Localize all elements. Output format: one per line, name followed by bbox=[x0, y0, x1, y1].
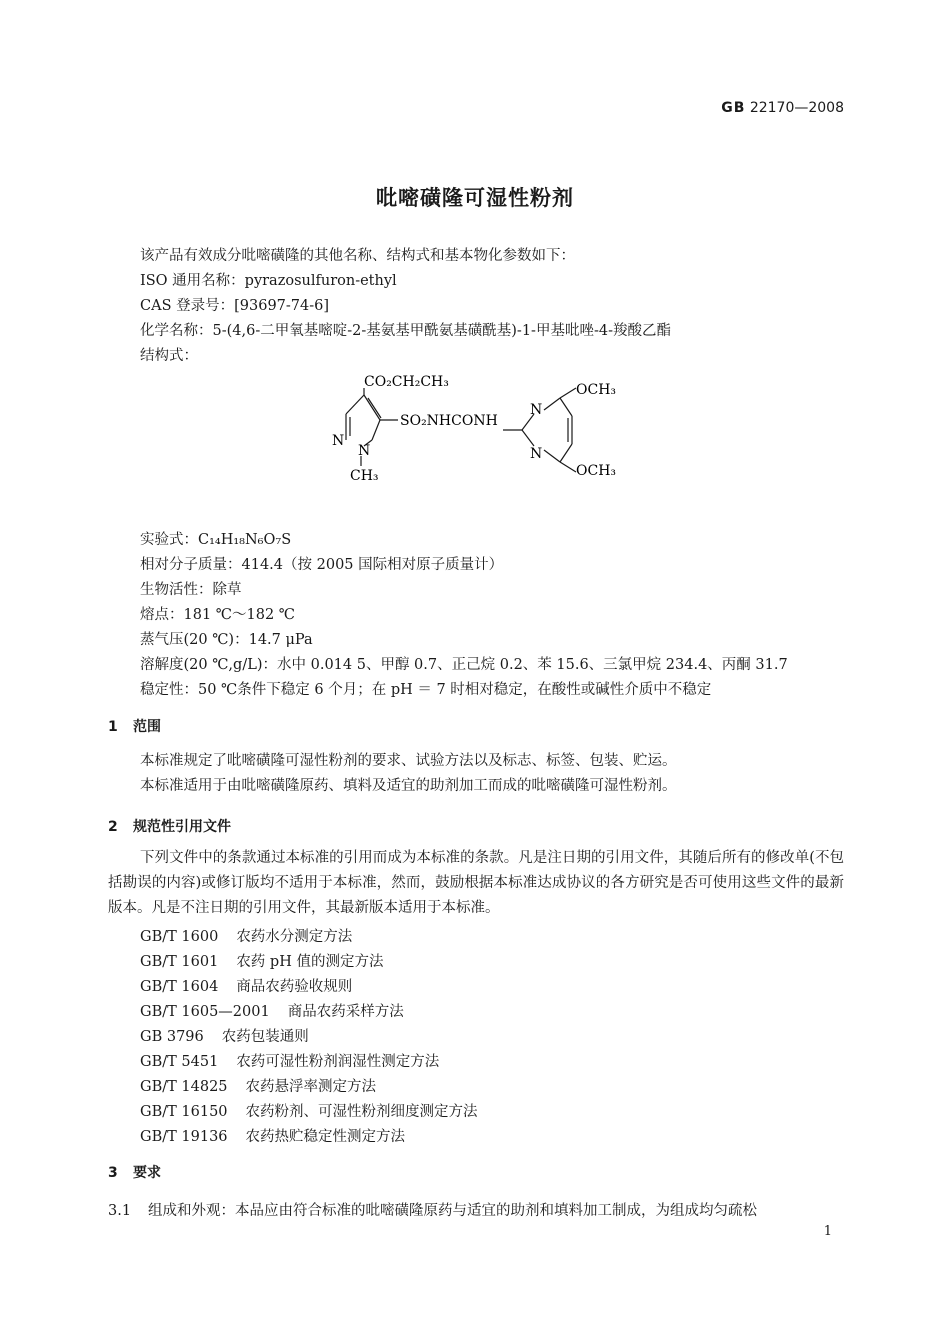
reference-code: GB/T 1600 bbox=[140, 929, 219, 945]
stability: 稳定性：50 ℃条件下稳定 6 个月；在 pH ＝ 7 时相对稳定，在酸性或碱性介质中不稳定 bbox=[140, 682, 712, 698]
standard-number: 22170—2008 bbox=[749, 100, 844, 116]
biological-activity: 生物活性：除草 bbox=[140, 582, 242, 598]
formula-label: 实验式： bbox=[140, 532, 198, 548]
subsection-text: 组成和外观：本品应由符合标准的吡嘧磺隆原药与适宜的助剂和填料加工制成，为组成均匀疏松 bbox=[148, 1203, 757, 1219]
reference-title: 农药水分测定方法 bbox=[236, 929, 353, 945]
chemical-name: 化学名称：5-(4,6-二甲氧基嘧啶-2-基氨基甲酰氨基磺酰基)-1-甲基吡唑-4-羧酸乙酯 bbox=[140, 323, 671, 339]
reference-title: 农药可湿性粉剂润湿性测定方法 bbox=[236, 1054, 440, 1070]
standard-prefix: GB bbox=[721, 100, 746, 116]
pyrazole-n2: N bbox=[332, 433, 345, 449]
reference-item bbox=[140, 1025, 309, 1046]
structure-label: 结构式： bbox=[140, 348, 198, 364]
reference-item bbox=[140, 1125, 405, 1146]
reference-code: GB/T 19136 bbox=[140, 1129, 228, 1145]
molecular-weight: 相对分子质量：414.4（按 2005 国际相对原子质量计） bbox=[140, 557, 504, 573]
reference-title: 农药粉剂、可湿性粉剂细度测定方法 bbox=[245, 1104, 478, 1120]
pyrimidine-n1: N bbox=[530, 446, 543, 462]
references-paragraph: 下列文件中的条款通过本标准的引用而成为本标准的条款。凡是注日期的引用文件，其随后所有的修改单(不包括勘误的内容)或修订版均不适用于本标准，然而，鼓励根据本标准达成协议的各方研究是否可使用这些文件的最新版本。凡是不注日期的引用文件，其最新版本适用于本标准。 bbox=[108, 850, 844, 916]
section-1-heading bbox=[108, 716, 161, 736]
reference-code: GB/T 1601 bbox=[140, 954, 219, 970]
methoxy-top: OCH₃ bbox=[576, 382, 617, 398]
reference-item bbox=[140, 1075, 376, 1096]
reference-item bbox=[140, 925, 352, 946]
iso-name: ISO 通用名称：pyrazosulfuron-ethyl bbox=[140, 273, 397, 289]
methoxy-bottom: OCH₃ bbox=[576, 463, 617, 479]
reference-title: 农药热贮稳定性测定方法 bbox=[245, 1129, 406, 1145]
pyrazole-n1: N bbox=[358, 443, 371, 459]
structural-formula bbox=[320, 368, 640, 500]
n-methyl: CH₃ bbox=[350, 468, 379, 484]
reference-code: GB/T 1605—2001 bbox=[140, 1004, 270, 1020]
reference-code: GB/T 1604 bbox=[140, 979, 219, 995]
formula-value: C₁₄H₁₈N₆O₇S bbox=[198, 532, 292, 548]
reference-item bbox=[140, 1000, 404, 1021]
reference-item bbox=[140, 950, 383, 971]
reference-title: 商品农药验收规则 bbox=[236, 979, 353, 995]
intro-lead: 该产品有效成分吡嘧磺隆的其他名称、结构式和基本物化参数如下： bbox=[140, 248, 575, 264]
pyrimidine-n3: N bbox=[530, 402, 543, 418]
reference-item bbox=[140, 1050, 439, 1071]
reference-code: GB/T 14825 bbox=[140, 1079, 228, 1095]
reference-item bbox=[140, 1100, 478, 1121]
subsection-number: 3.1 bbox=[108, 1203, 132, 1219]
melting-point: 熔点：181 ℃～182 ℃ bbox=[140, 607, 296, 623]
reference-title: 农药包装通则 bbox=[221, 1029, 309, 1045]
subsection-3-1 bbox=[108, 1199, 757, 1220]
reference-title: 商品农药采样方法 bbox=[287, 1004, 404, 1020]
sulfonyl-link: SO₂NHCONH bbox=[400, 413, 498, 429]
section-2-heading bbox=[108, 816, 231, 836]
solubility: 溶解度(20 ℃,g/L)：水中 0.014 5、甲醇 0.7、正己烷 0.2、苯 15.6、三氯甲烷 234.4、丙酮 31.7 bbox=[140, 657, 788, 673]
vapor-pressure: 蒸气压(20 ℃)：14.7 μPa bbox=[140, 632, 313, 648]
reference-item bbox=[140, 975, 352, 996]
scope-paragraph-2: 本标准适用于由吡嘧磺隆原药、填料及适宜的助剂加工而成的吡嘧磺隆可湿性粉剂。 bbox=[140, 778, 677, 794]
section-number: 2 bbox=[108, 819, 118, 835]
page-number: 1 bbox=[823, 1224, 832, 1239]
section-number: 1 bbox=[108, 719, 118, 735]
reference-code: GB/T 5451 bbox=[140, 1054, 219, 1070]
section-title: 范围 bbox=[133, 719, 161, 735]
ester-group: CO₂CH₂CH₃ bbox=[364, 374, 449, 390]
cas-number: CAS 登录号：[93697-74-6] bbox=[140, 298, 330, 314]
reference-code: GB/T 16150 bbox=[140, 1104, 228, 1120]
section-title: 要求 bbox=[133, 1165, 161, 1181]
section-3-heading bbox=[108, 1162, 161, 1182]
section-title: 规范性引用文件 bbox=[133, 819, 231, 835]
section-number: 3 bbox=[108, 1165, 118, 1181]
page-title: 吡嘧磺隆可湿性粉剂 bbox=[376, 186, 574, 210]
empirical-formula bbox=[140, 528, 291, 549]
scope-paragraph-1: 本标准规定了吡嘧磺隆可湿性粉剂的要求、试验方法以及标志、标签、包装、贮运。 bbox=[140, 753, 677, 769]
standard-code bbox=[721, 100, 844, 116]
reference-title: 农药悬浮率测定方法 bbox=[245, 1079, 377, 1095]
reference-code: GB 3796 bbox=[140, 1029, 204, 1045]
reference-title: 农药 pH 值的测定方法 bbox=[236, 954, 384, 970]
